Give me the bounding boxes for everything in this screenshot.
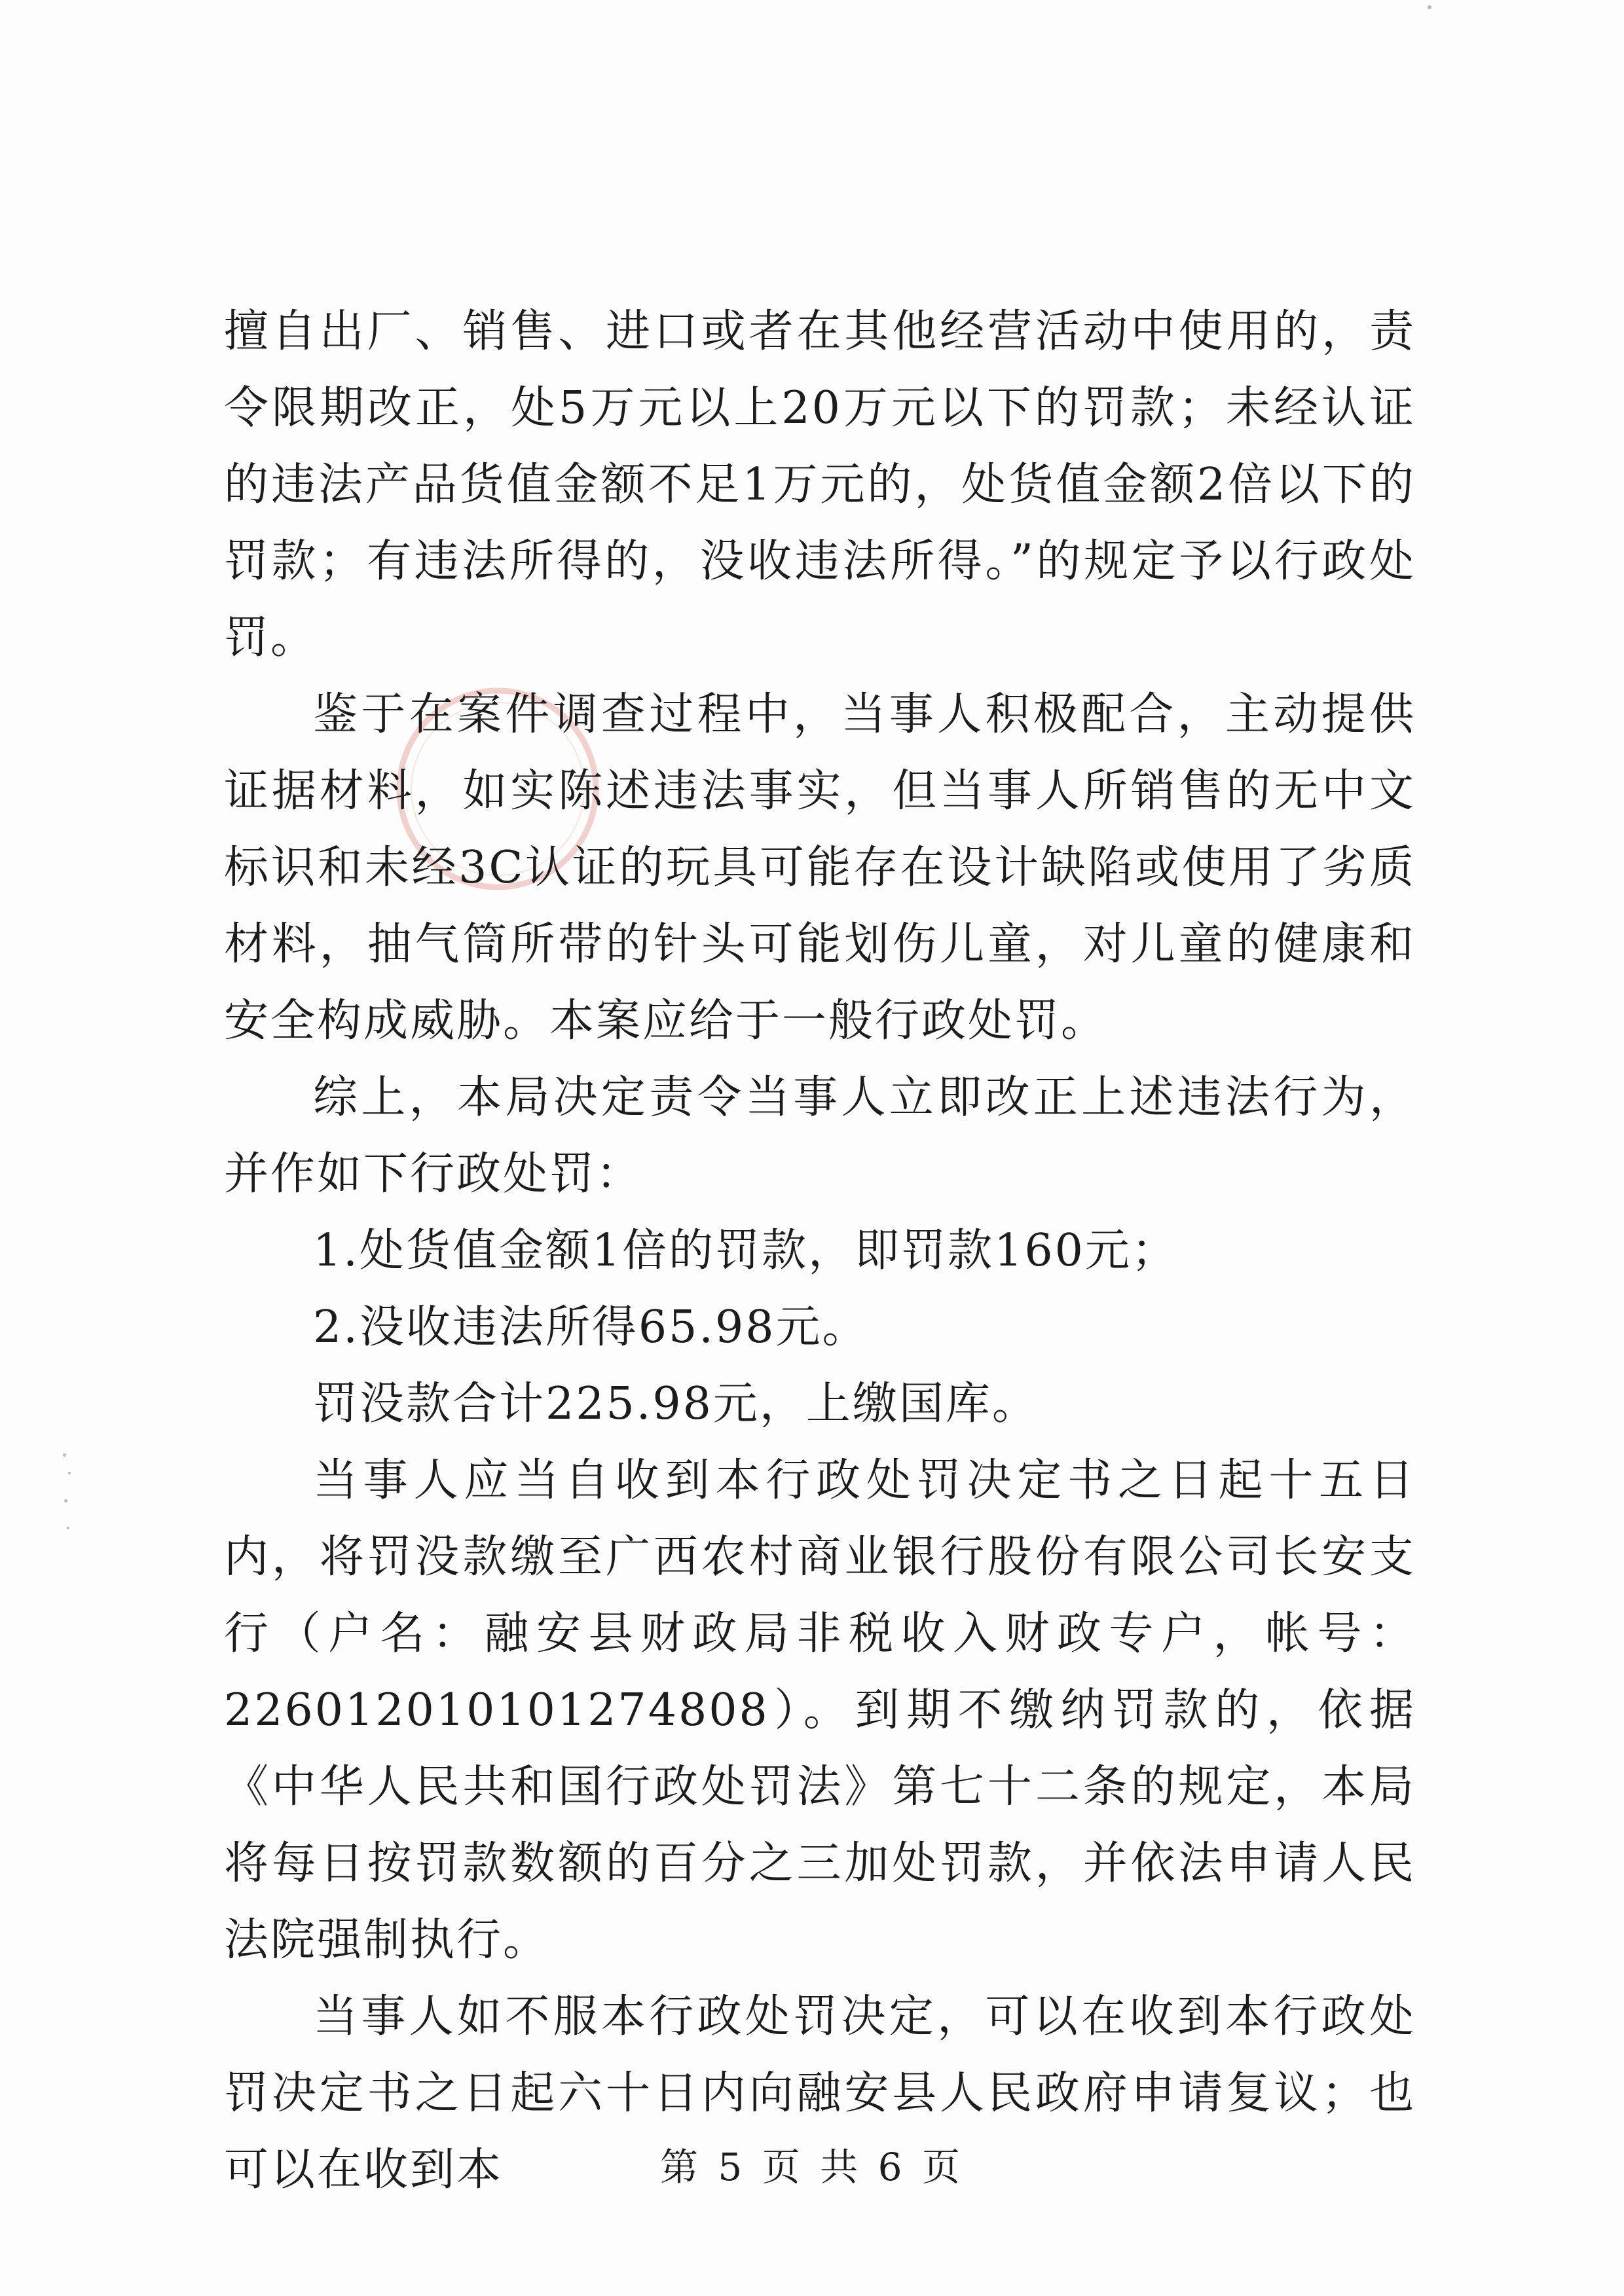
paragraph-appeal-rights: 当事人如不服本行政处罚决定，可以在收到本行政处罚决定书之日起六十日内向融安县人民政府申请复议；也可以在收到本 [224,1991,1416,2196]
penalty-item-confiscation: 2.没收违法所得65.98元。 [313,1302,869,1353]
paragraph-payment-instructions: 当事人应当自收到本行政处罚决定书之日起十五日内，将罚没款缴至广西农村商业银行股份有限公司长安支行（户名：融安县财政局非税收入财政专户，帐号：226012010101274808）。到期不缴纳罚款的，依据《中华人民共和国行政处罚法》第七十二条的规定，本局将每日按罚款数额的百分之三加处罚款，并依法申请人民法院强制执行。 [224,1455,1416,1966]
scan-artifact [68,1472,71,1474]
scan-artifact [63,1453,66,1457]
scan-artifact [67,1527,69,1529]
penalty-item-fine: 1.处货值金额1倍的罚款，即罚款160元； [313,1225,1178,1277]
scan-artifact [1428,5,1431,9]
paragraph-decision: 综上，本局决定责令当事人立即改正上述违法行为，并作如下行政处罚： [224,1072,1416,1200]
page-number: 第 5 页 共 6 页 [660,2145,964,2189]
paragraph-legal-basis: 擅自出厂、销售、进口或者在其他经营活动中使用的，责令限期改正，处5万元以上20万元以下的罚款；未经认证的违法产品货值金额不足1万元的，处货值金额2倍以下的罚款；有违法所得的，没收违法所得。”的规定予以行政处罚。 [224,306,1416,664]
paragraph-mitigating-circumstances: 鉴于在案件调查过程中，当事人积极配合，主动提供证据材料，如实陈述违法事实，但当事人所销售的无中文标识和未经3C认证的玩具可能存在设计缺陷或使用了劣质材料，抽气筒所带的针头可能划伤儿童，对儿童的健康和安全构成威胁。本案应给于一般行政处罚。 [224,689,1416,1047]
penalty-total: 罚没款合计225.98元，上缴国库。 [313,1378,1039,1430]
scan-artifact [64,1499,67,1503]
document-body [224,293,1416,2208]
